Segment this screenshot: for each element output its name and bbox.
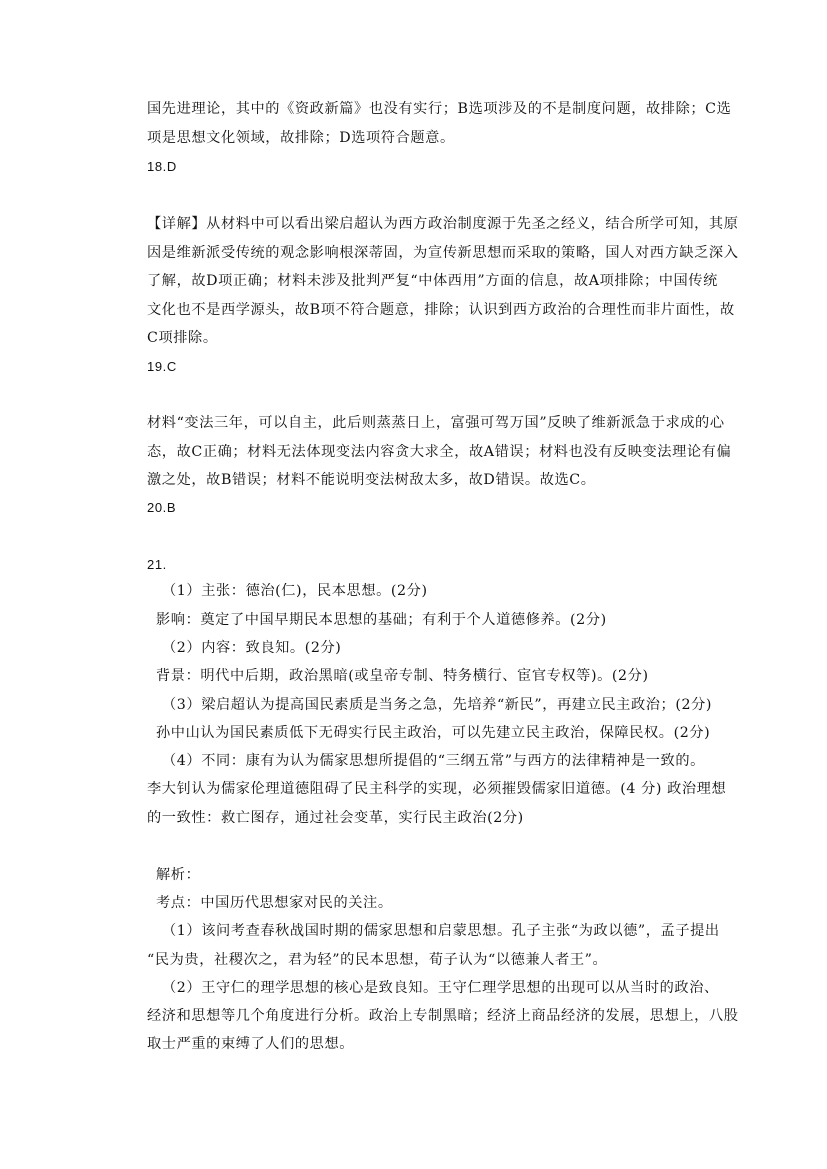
q18-detail-line-3: 了解，故D项正确；材料未涉及批判严复“中体西用”方面的信息，故A项排除；中国传统 [147, 273, 718, 289]
q18-label: 18.D [147, 159, 177, 174]
q21-answer-line-7: （4）不同：康有为认为儒家思想所提倡的“三纲五常”与西方的法律精神是一致的。 [162, 753, 705, 769]
q21-label: 21. [147, 557, 167, 572]
q21-answer-line-9: 的一致性：救亡图存，通过社会变革，实行民主政治(2分) [147, 810, 524, 826]
analysis-point: 考点：中国历代思想家对民的关注。 [156, 895, 393, 911]
q18-detail-line-1: 【详解】从材料中可以看出梁启超认为西方政治制度源于先圣之经义，结合所学可知，其原 [147, 216, 739, 232]
q21-answer-line-3: （2）内容：致良知。(2分) [162, 640, 342, 656]
q19-detail-line-3: 激之处，故B错误；材料不能说明变法树敌太多，故D错误。故选C。 [147, 472, 596, 488]
q17-answer-line-1: 国先进理论，其中的《资政新篇》也没有实行；B选项涉及的不是制度问题，故排除；C选 [147, 101, 732, 117]
q21-answer-line-1: （1）主张：德治(仁)，民本思想。(2分) [162, 583, 428, 599]
analysis-line-5: 取士严重的束缚了人们的思想。 [147, 1036, 355, 1052]
q18-detail-line-5: C项排除。 [147, 330, 218, 346]
analysis-line-1: （1）该问考查春秋战国时期的儒家思想和启蒙思想。孔子主张“为政以德”，孟子提出 [162, 923, 720, 939]
analysis-line-3: （2）王守仁的理学思想的核心是致良知。王守仁理学思想的出现可以从当时的政治、 [162, 980, 719, 996]
q21-answer-line-5: （3）梁启超认为提高国民素质是当务之急，先培养“新民”，再建立民主政治；(2分) [162, 697, 713, 713]
q18-detail-line-4: 文化也不是西学源头，故B项不符合题意，排除；认识到西方政治的合理性而非片面性，故 [147, 302, 735, 318]
q19-detail-line-2: 态，故C正确；材料无法体现变法内容贪大求全，故A错误；材料也没有反映变法理论有偏 [147, 444, 732, 460]
analysis-line-4: 经济和思想等几个角度进行分析。政治上专制黑暗；经济上商品经济的发展，思想上，八股 [147, 1008, 739, 1024]
q21-answer-line-2: 影响：奠定了中国早期民本思想的基础；有利于个人道德修养。(2分) [156, 612, 607, 628]
q21-answer-line-6: 孙中山认为国民素质低下无碍实行民主政治，可以先建立民主政治，保障民权。(2分) [156, 725, 711, 741]
q20-label: 20.B [147, 500, 177, 515]
q19-label: 19.C [147, 359, 177, 374]
q17-answer-line-2: 项是思想文化领域，故排除；D选项符合题意。 [147, 130, 455, 146]
q21-answer-line-4: 背景：明代中后期，政治黑暗(或皇帝专制、特务横行、宦官专权等)。(2分) [156, 668, 649, 684]
analysis-title: 解析： [156, 867, 201, 883]
q18-detail-line-2: 因是维新派受传统的观念影响根深蒂固，为宣传新思想而采取的策略，国人对西方缺乏深入 [147, 245, 739, 261]
analysis-line-2: “民为贵，社稷次之，君为轻”的民本思想，荀子认为“以德兼人者王”。 [147, 952, 608, 968]
q19-detail-line-1: 材料“变法三年，可以自主，此后则蒸蒸日上，富强可驾万国”反映了维新派急于求成的心 [147, 415, 725, 431]
q21-answer-line-8: 李大钊认为儒家伦理道德阻碍了民主科学的实现，必须摧毁儒家旧道德。(4 分) 政治理想 [147, 781, 727, 797]
